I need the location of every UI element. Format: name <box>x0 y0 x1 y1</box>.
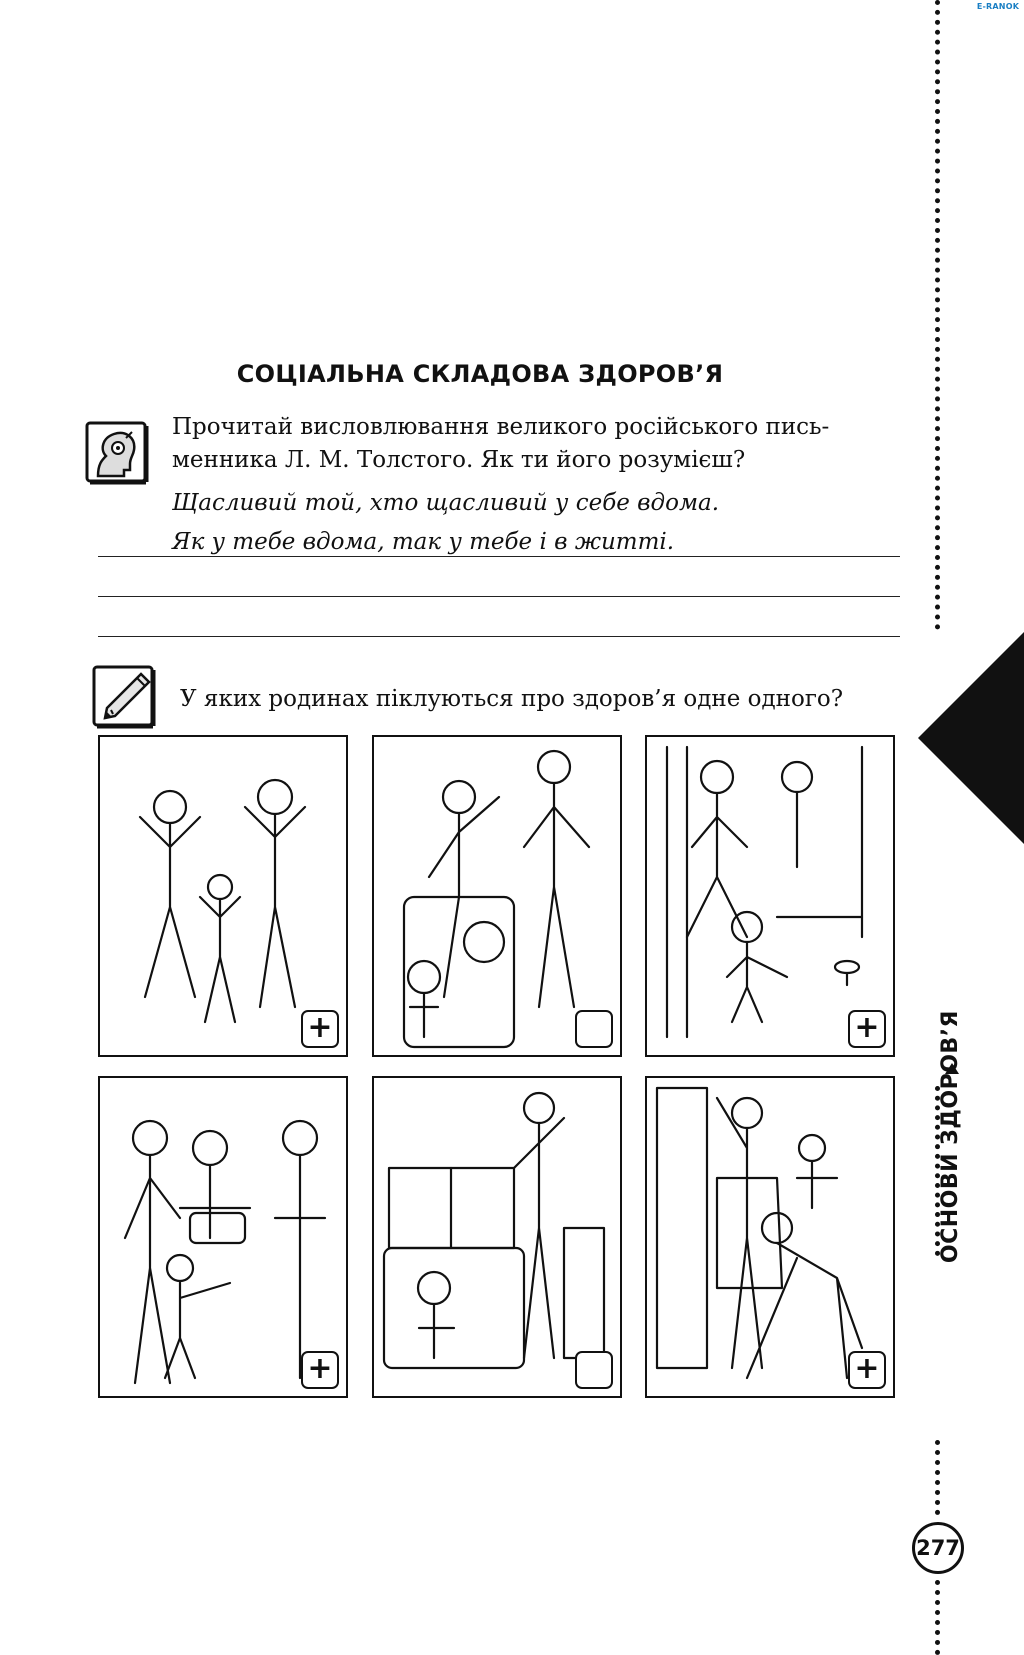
task-instruction-line: менника Л. М. Толстого. Як ти його розумієш? <box>172 447 746 473</box>
answer-line[interactable] <box>98 636 900 637</box>
chapter-label-text: ОСНОВИ ЗДОРОВ’Я <box>938 1010 963 1264</box>
scene-illustration <box>100 1078 346 1396</box>
answer-line[interactable] <box>98 556 900 557</box>
scene-illustration <box>647 737 893 1055</box>
task-question: У яких родинах піклуються про здоров’я одне одного? <box>180 686 844 712</box>
scene-illustration <box>100 737 346 1055</box>
thinking-head-icon <box>84 420 150 486</box>
chapter-tab-triangle <box>918 632 1024 844</box>
answer-line[interactable] <box>98 596 900 597</box>
chapter-arrow-icon <box>945 1063 959 1074</box>
tolstoy-quote-line: Щасливий той, хто щасливий у себе вдома. <box>172 490 720 516</box>
pencil-icon <box>91 664 157 730</box>
page-number: 277 <box>912 1522 964 1574</box>
picture-family-picking-mushrooms-in-forest <box>645 735 895 1057</box>
picture-family-doing-morning-exercises <box>98 735 348 1057</box>
picture-family-cleaning-house-together <box>645 1076 895 1398</box>
section-title: СОЦІАЛЬНА СКЛАДОВА ЗДОРОВ’Я <box>236 360 724 388</box>
picture-family-ignoring-child-newspaper-phone <box>372 1076 622 1398</box>
answer-checkbox[interactable]: + <box>848 1351 886 1389</box>
answer-checkbox[interactable] <box>575 1010 613 1048</box>
answer-checkbox[interactable] <box>575 1351 613 1389</box>
picture-parents-arguing-child-sad <box>372 735 622 1057</box>
scene-illustration <box>647 1078 893 1396</box>
picture-family-celebrating-grandparents <box>98 1076 348 1398</box>
margin-dotted-rule-top <box>935 0 940 630</box>
task-instruction-line: Прочитай висловлювання великого російського пись- <box>172 414 830 440</box>
margin-dotted-rule-bottom-2 <box>935 1580 940 1655</box>
scene-illustration <box>374 1078 620 1396</box>
answer-checkbox[interactable]: + <box>301 1010 339 1048</box>
scene-illustration <box>374 737 620 1055</box>
margin-dotted-rule-bottom <box>935 1440 940 1515</box>
answer-checkbox[interactable]: + <box>301 1351 339 1389</box>
answer-checkbox[interactable]: + <box>848 1010 886 1048</box>
tolstoy-quote-line: Як у тебе вдома, так у тебе і в житті. <box>172 529 675 555</box>
publisher-logo: E-RANOK <box>976 2 1020 11</box>
task-instruction <box>172 411 912 477</box>
